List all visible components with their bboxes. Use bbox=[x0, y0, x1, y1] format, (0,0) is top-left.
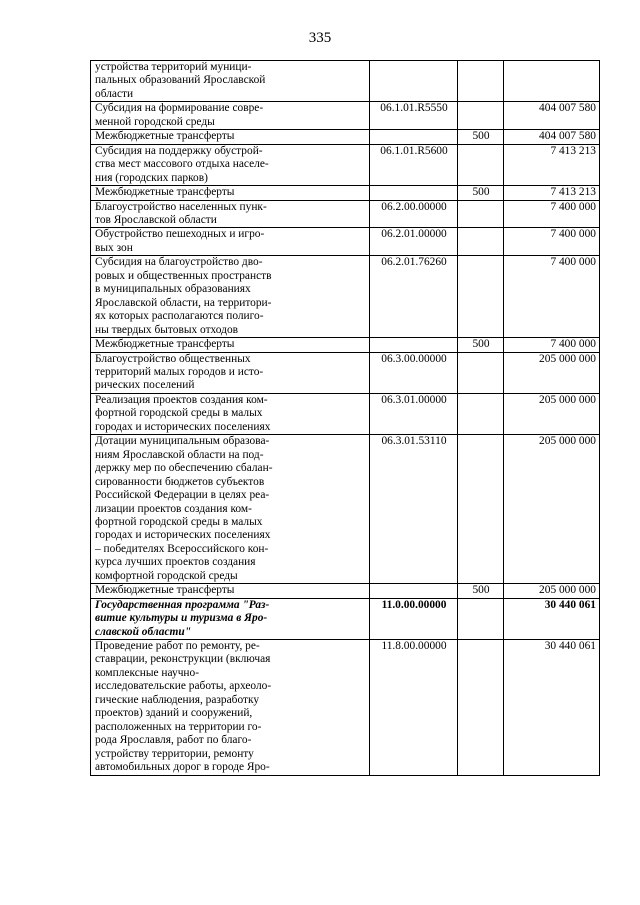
row-sum-cell: 30 440 061 bbox=[504, 598, 600, 639]
row-name-line: Благоустройство населенных пунк- bbox=[95, 200, 267, 213]
row-name-cell bbox=[91, 186, 370, 200]
row-code-cell: 06.2.01.00000 bbox=[370, 228, 458, 256]
row-name-line: в муниципальных образованиях bbox=[95, 283, 251, 296]
row-sum-cell: 7 400 000 bbox=[504, 338, 600, 352]
row-name-line: рода Ярославля, работ по благо- bbox=[95, 734, 252, 747]
row-type-cell bbox=[458, 435, 504, 584]
row-name-line: устройству территории, ремонту bbox=[95, 747, 254, 760]
row-type-cell bbox=[458, 200, 504, 228]
table-row bbox=[91, 640, 600, 776]
page-number: 335 bbox=[308, 30, 332, 46]
row-name-line: ниям Ярославской области на под- bbox=[95, 448, 264, 461]
row-name-line: славской области" bbox=[95, 625, 192, 638]
row-sum-cell: 30 440 061 bbox=[504, 640, 600, 776]
row-code-cell: 06.3.00.00000 bbox=[370, 352, 458, 393]
table-row bbox=[91, 186, 600, 200]
row-code-cell: 11.0.00.00000 bbox=[370, 598, 458, 639]
table-row bbox=[91, 130, 600, 144]
row-name-line: вых зон bbox=[95, 241, 133, 254]
table-row bbox=[91, 393, 600, 434]
row-sum-cell: 7 400 000 bbox=[504, 256, 600, 338]
row-code-cell: 06.3.01.00000 bbox=[370, 393, 458, 434]
row-name-line: лизации проектов создания ком- bbox=[95, 502, 252, 515]
row-name-line: курса лучших проектов создания bbox=[95, 556, 256, 569]
table-row bbox=[91, 584, 600, 598]
row-name-line: городах и исторических поселениях bbox=[95, 529, 271, 542]
row-sum-cell: 205 000 000 bbox=[504, 584, 600, 598]
row-name-line: витие культуры и туризма в Яро- bbox=[95, 612, 268, 625]
row-sum-cell: 404 007 580 bbox=[504, 102, 600, 130]
row-name-cell bbox=[91, 61, 370, 102]
table-row bbox=[91, 200, 600, 228]
row-sum-cell: 7 413 213 bbox=[504, 186, 600, 200]
row-sum-cell bbox=[504, 61, 600, 102]
row-name-line: Обустройство пешеходных и игро- bbox=[95, 228, 265, 241]
row-sum-cell: 205 000 000 bbox=[504, 352, 600, 393]
table-row bbox=[91, 598, 600, 639]
row-sum-cell: 205 000 000 bbox=[504, 435, 600, 584]
row-name-line: исследовательские работы, археоло- bbox=[95, 680, 272, 693]
row-name-line: Российской Федерации в целях реа- bbox=[95, 489, 270, 502]
row-type-cell: 500 bbox=[458, 338, 504, 352]
table-row bbox=[91, 256, 600, 338]
row-name-cell bbox=[91, 144, 370, 185]
row-sum-cell: 7 413 213 bbox=[504, 144, 600, 185]
row-name-line: устройства территорий муници- bbox=[95, 61, 252, 73]
row-name-cell bbox=[91, 352, 370, 393]
row-name-line: ях которых располагаются полиго- bbox=[95, 310, 264, 323]
row-name-line: комплексные научно- bbox=[95, 666, 200, 679]
row-code-cell: 06.3.01.53110 bbox=[370, 435, 458, 584]
row-sum-cell: 404 007 580 bbox=[504, 130, 600, 144]
row-type-cell bbox=[458, 61, 504, 102]
row-name-line: сированности бюджетов субъектов bbox=[95, 475, 265, 488]
row-name-line: Межбюджетные трансферты bbox=[95, 130, 235, 143]
row-name-line: фортной городской среды в малых bbox=[95, 407, 263, 420]
budget-table bbox=[90, 60, 600, 776]
row-code-cell: 06.1.01.R5550 bbox=[370, 102, 458, 130]
row-name-line: Дотации муниципальным образова- bbox=[95, 435, 270, 448]
row-name-line: автомобильных дорог в городе Яро- bbox=[95, 761, 270, 774]
table-row bbox=[91, 61, 600, 102]
row-name-line: менной городской среды bbox=[95, 115, 215, 128]
row-name-line: Межбюджетные трансферты bbox=[95, 338, 235, 351]
row-code-cell: 06.1.01.R5600 bbox=[370, 144, 458, 185]
row-name-line: ния (городских парков) bbox=[95, 171, 208, 184]
row-type-cell bbox=[458, 640, 504, 776]
row-name-line: Реализация проектов создания ком- bbox=[95, 393, 268, 406]
row-type-cell bbox=[458, 228, 504, 256]
row-name-line: территорий малых городов и исто- bbox=[95, 365, 264, 378]
row-name-cell bbox=[91, 584, 370, 598]
row-name-line: – победителях Всероссийского кон- bbox=[95, 542, 269, 555]
row-sum-cell: 7 400 000 bbox=[504, 200, 600, 228]
row-name-line: Ярославской области, на территори- bbox=[95, 296, 272, 309]
table-row bbox=[91, 352, 600, 393]
row-name-cell bbox=[91, 598, 370, 639]
row-type-cell bbox=[458, 598, 504, 639]
row-name-line: Субсидия на формирование совре- bbox=[95, 102, 264, 115]
row-name-line: Межбюджетные трансферты bbox=[95, 584, 235, 597]
row-code-cell: 06.2.00.00000 bbox=[370, 200, 458, 228]
row-name-line: рических поселений bbox=[95, 379, 195, 392]
row-name-cell bbox=[91, 102, 370, 130]
row-code-cell bbox=[370, 130, 458, 144]
row-name-line: Межбюджетные трансферты bbox=[95, 186, 235, 199]
row-type-cell bbox=[458, 144, 504, 185]
row-name-cell bbox=[91, 640, 370, 776]
row-code-cell bbox=[370, 186, 458, 200]
row-code-cell: 06.2.01.76260 bbox=[370, 256, 458, 338]
row-name-line: комфортной городской среды bbox=[95, 569, 238, 582]
table-row bbox=[91, 435, 600, 584]
table-row bbox=[91, 338, 600, 352]
row-type-cell bbox=[458, 256, 504, 338]
row-name-cell bbox=[91, 228, 370, 256]
row-name-line: ровых и общественных пространств bbox=[95, 269, 272, 282]
row-name-line: проектов) зданий и сооружений, bbox=[95, 707, 253, 720]
table-row bbox=[91, 144, 600, 185]
row-type-cell: 500 bbox=[458, 584, 504, 598]
row-code-cell bbox=[370, 61, 458, 102]
row-sum-cell: 205 000 000 bbox=[504, 393, 600, 434]
row-name-cell bbox=[91, 200, 370, 228]
row-name-line: расположенных на территории го- bbox=[95, 720, 262, 733]
table-row bbox=[91, 102, 600, 130]
row-type-cell: 500 bbox=[458, 130, 504, 144]
row-name-line: тов Ярославской области bbox=[95, 213, 217, 226]
row-type-cell bbox=[458, 393, 504, 434]
row-name-line: Проведение работ по ремонту, ре- bbox=[95, 640, 260, 653]
row-type-cell bbox=[458, 102, 504, 130]
row-code-cell: 11.8.00.00000 bbox=[370, 640, 458, 776]
table-row bbox=[91, 228, 600, 256]
row-type-cell: 500 bbox=[458, 186, 504, 200]
row-name-line: области bbox=[95, 87, 134, 100]
row-name-line: Субсидия на поддержку обустрой- bbox=[95, 144, 263, 157]
row-code-cell bbox=[370, 584, 458, 598]
row-name-line: Благоустройство общественных bbox=[95, 352, 251, 365]
row-name-line: фортной городской среды в малых bbox=[95, 515, 263, 528]
row-name-line: ны твердых бытовых отходов bbox=[95, 323, 239, 336]
row-code-cell bbox=[370, 338, 458, 352]
row-name-cell bbox=[91, 393, 370, 434]
row-name-line: держку мер по обеспечению сбалан- bbox=[95, 462, 273, 475]
row-name-line: пальных образований Ярославской bbox=[95, 74, 266, 87]
row-name-cell bbox=[91, 130, 370, 144]
row-sum-cell: 7 400 000 bbox=[504, 228, 600, 256]
row-name-line: ставрации, реконструкции (включая bbox=[95, 653, 271, 666]
row-name-cell bbox=[91, 435, 370, 584]
row-type-cell bbox=[458, 352, 504, 393]
row-name-line: гические наблюдения, разработку bbox=[95, 693, 260, 706]
row-name-line: Субсидия на благоустройство дво- bbox=[95, 256, 263, 269]
row-name-cell bbox=[91, 256, 370, 338]
row-name-line: городах и исторических поселениях bbox=[95, 420, 271, 433]
row-name-line: ства мест массового отдыха населе- bbox=[95, 158, 269, 171]
row-name-line: Государственная программа "Раз- bbox=[95, 598, 270, 611]
row-name-cell bbox=[91, 338, 370, 352]
